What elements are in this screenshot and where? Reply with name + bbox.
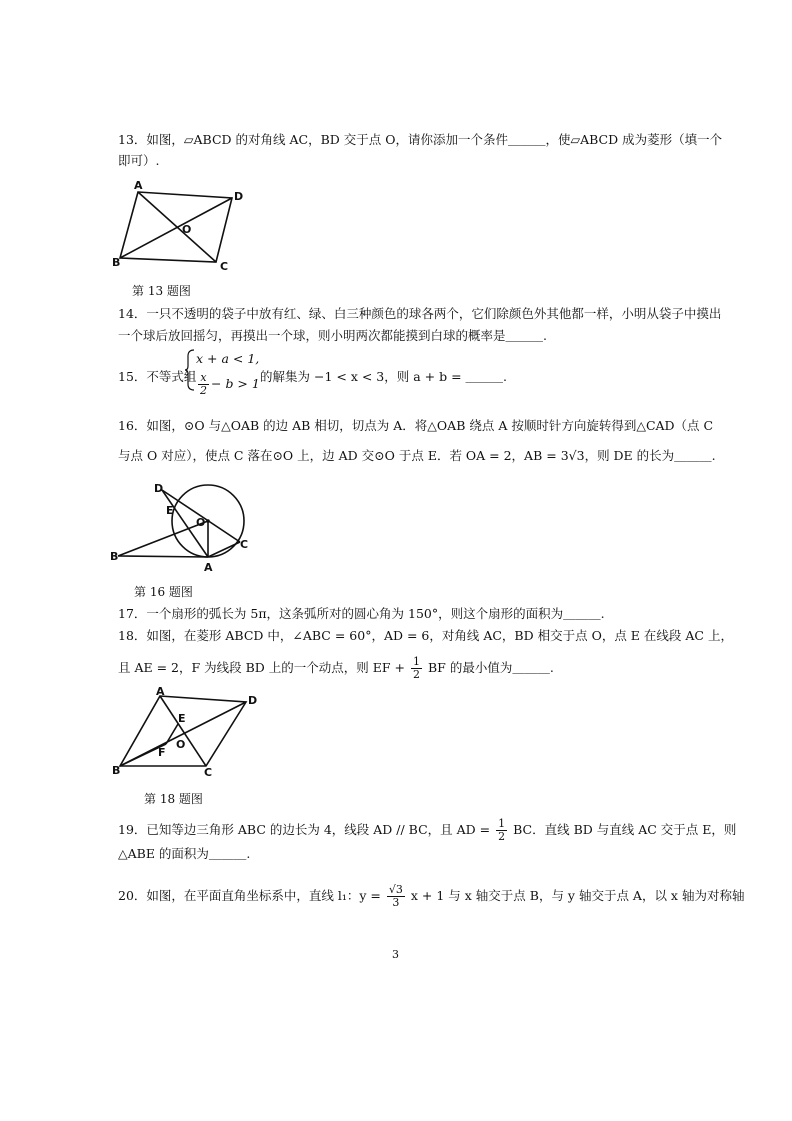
q20-line1-b: x + 1 与 x 轴交于点 B，与 y 轴交于点 A，以 x 轴为对称轴 xyxy=(410,888,745,903)
q18-label-b: B xyxy=(112,764,121,777)
q18-line2-b: BF 的最小值为＿＿＿. xyxy=(428,660,554,675)
q13-diagonal-bd xyxy=(120,198,232,258)
q18-caption: 第 18 题图 xyxy=(144,792,203,806)
q13-label-c: C xyxy=(220,260,229,273)
q13-label-a: A xyxy=(134,179,143,192)
q15-prefix: 15．不等式组 xyxy=(118,369,197,384)
q18-line2 xyxy=(118,656,554,681)
q16-segment-ba xyxy=(118,556,208,557)
q16-label-e: E xyxy=(166,504,174,517)
q16-line1: 16．如图，⊙O 与△OAB 的边 AB 相切，切点为 A．将△OAB 绕点 A 按顺时针方向旋转得到△CAD（点 C xyxy=(118,418,714,433)
q16-label-d: D xyxy=(154,482,164,495)
q16-label-c: C xyxy=(240,538,249,551)
q20-frac-num: √3 xyxy=(388,883,403,896)
q18-label-e: E xyxy=(178,712,186,725)
q20-fraction xyxy=(387,884,405,909)
page-number: 3 xyxy=(392,948,399,961)
q14-line2: 一个球后放回摇匀，再摸出一个球，则小明两次都能摸到白球的概率是＿＿＿. xyxy=(118,328,547,343)
q16-line2: 与点 O 对应），使点 C 落在⊙O 上，边 AD 交⊙O 于点 E．若 OA = 2，AB = 3√3，则 DE 的长为＿＿＿. xyxy=(118,448,716,463)
q18-figure xyxy=(110,686,260,782)
q15-eq2 xyxy=(196,372,260,397)
q18-label-f: F xyxy=(158,746,166,759)
q13-figure xyxy=(110,178,250,274)
q15-brace xyxy=(184,348,196,392)
q13-label-b: B xyxy=(112,256,121,269)
q18-label-c: C xyxy=(204,766,213,779)
q14-line1: 14．一只不透明的袋子中放有红、绿、白三种颜色的球各两个，它们除颜色外其他都一样，小明从袋子中摸出 xyxy=(118,306,722,321)
q15-eq2-den: 2 xyxy=(200,384,207,397)
q18-label-a: A xyxy=(156,686,165,698)
q16-label-o: O xyxy=(196,516,206,529)
q16-figure xyxy=(110,476,260,576)
q18-frac-num: 1 xyxy=(413,655,421,668)
q13-line2: 即可）. xyxy=(118,153,160,168)
q18-frac-den: 2 xyxy=(413,668,421,681)
q15-eq2-fraction xyxy=(198,372,209,397)
q18-label-o: O xyxy=(176,738,186,751)
q19-frac-num: 1 xyxy=(498,817,506,830)
q13-label-d: D xyxy=(234,190,244,203)
q19-line2: △ABE 的面积为＿＿＿. xyxy=(118,846,251,861)
q17-line1: 17．一个扇形的弧长为 5π，这条弧所对的圆心角为 150°，则这个扇形的面积为＿＿＿. xyxy=(118,606,605,621)
q19-fraction xyxy=(496,818,507,843)
q18-diagonal-ac xyxy=(160,696,206,766)
q20-frac-den: 3 xyxy=(392,896,400,909)
q16-label-b: B xyxy=(110,550,119,563)
q19-frac-den: 2 xyxy=(498,830,506,843)
q18-line2-a: 且 AE = 2，F 为线段 BD 上的一个动点，则 EF + xyxy=(118,660,406,675)
q13-label-o: O xyxy=(182,223,192,236)
q13-line1: 13．如图，▱ABCD 的对角线 AC，BD 交于点 O，请你添加一个条件＿＿＿，使▱ABCD 成为菱形（填一个 xyxy=(118,132,723,147)
q16-label-a: A xyxy=(204,561,213,574)
q15-suffix: 的解集为 −1 < x < 3，则 a + b = ＿＿＿. xyxy=(260,369,507,384)
q19-line1-b: BC．直线 BD 与直线 AC 交于点 E，则 xyxy=(513,822,737,837)
q15-eq2-rest: − b > 1 xyxy=(211,376,260,391)
q16-caption: 第 16 题图 xyxy=(134,585,193,599)
q20-line1 xyxy=(118,884,744,909)
q19-line1 xyxy=(118,818,736,843)
q18-line1: 18．如图，在菱形 ABCD 中，∠ABC = 60°，AD = 6，对角线 AC，BD 相交于点 O，点 E 在线段 AC 上， xyxy=(118,628,733,643)
q18-label-d: D xyxy=(248,694,258,707)
q16-segment-ac xyxy=(208,542,240,557)
q15-eq1: x + a < 1, xyxy=(196,351,260,366)
q19-line1-a: 19．已知等边三角形 ABC 的边长为 4，线段 AD // BC，且 AD = xyxy=(118,822,491,837)
q13-caption: 第 13 题图 xyxy=(132,284,191,298)
q20-line1-a: 20．如图，在平面直角坐标系中，直线 l₁：y = xyxy=(118,888,381,903)
q15-eq2-num: x xyxy=(198,372,209,385)
q18-fraction xyxy=(411,656,422,681)
